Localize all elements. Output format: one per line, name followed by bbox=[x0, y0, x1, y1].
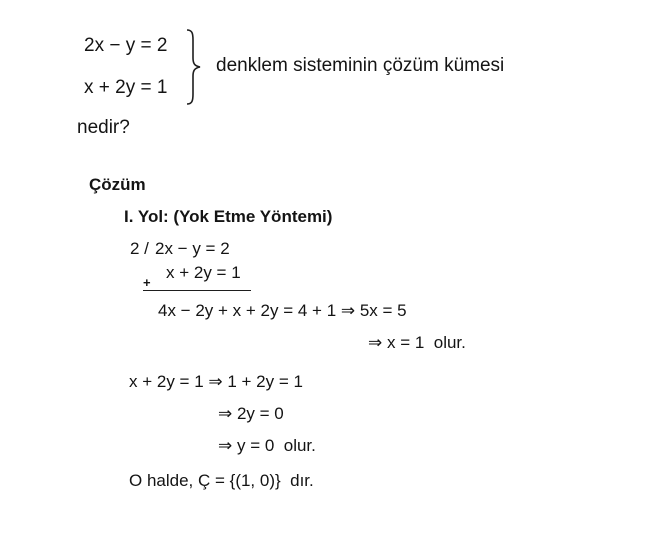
problem-question: nedir? bbox=[77, 117, 130, 138]
equation-1: 2x − y = 2 bbox=[84, 35, 168, 56]
multiplier: 2 / bbox=[130, 239, 149, 258]
equation-2: x + 2y = 1 bbox=[84, 77, 168, 98]
substitution-line: x + 2y = 1 ⇒ 1 + 2y = 1 bbox=[129, 372, 303, 391]
right-brace bbox=[185, 28, 203, 106]
step-2y: ⇒ 2y = 0 bbox=[218, 404, 284, 423]
sum-line: 4x − 2y + x + 2y = 4 + 1 ⇒ 5x = 5 bbox=[158, 301, 407, 320]
y-result: ⇒ y = 0 olur. bbox=[218, 436, 316, 455]
x-result: ⇒ x = 1 olur. bbox=[368, 333, 466, 352]
elimination-eq-2: x + 2y = 1 bbox=[166, 263, 241, 282]
solution-heading: Çözüm bbox=[89, 175, 146, 194]
conclusion: O halde, Ç = {(1, 0)} dır. bbox=[129, 471, 314, 490]
elimination-eq-1: 2x − y = 2 bbox=[155, 239, 230, 258]
method-title: I. Yol: (Yok Etme Yöntemi) bbox=[124, 207, 333, 226]
sum-rule-line bbox=[143, 290, 251, 291]
plus-sign: + bbox=[143, 275, 151, 290]
problem-statement: denklem sisteminin çözüm kümesi bbox=[216, 55, 505, 76]
